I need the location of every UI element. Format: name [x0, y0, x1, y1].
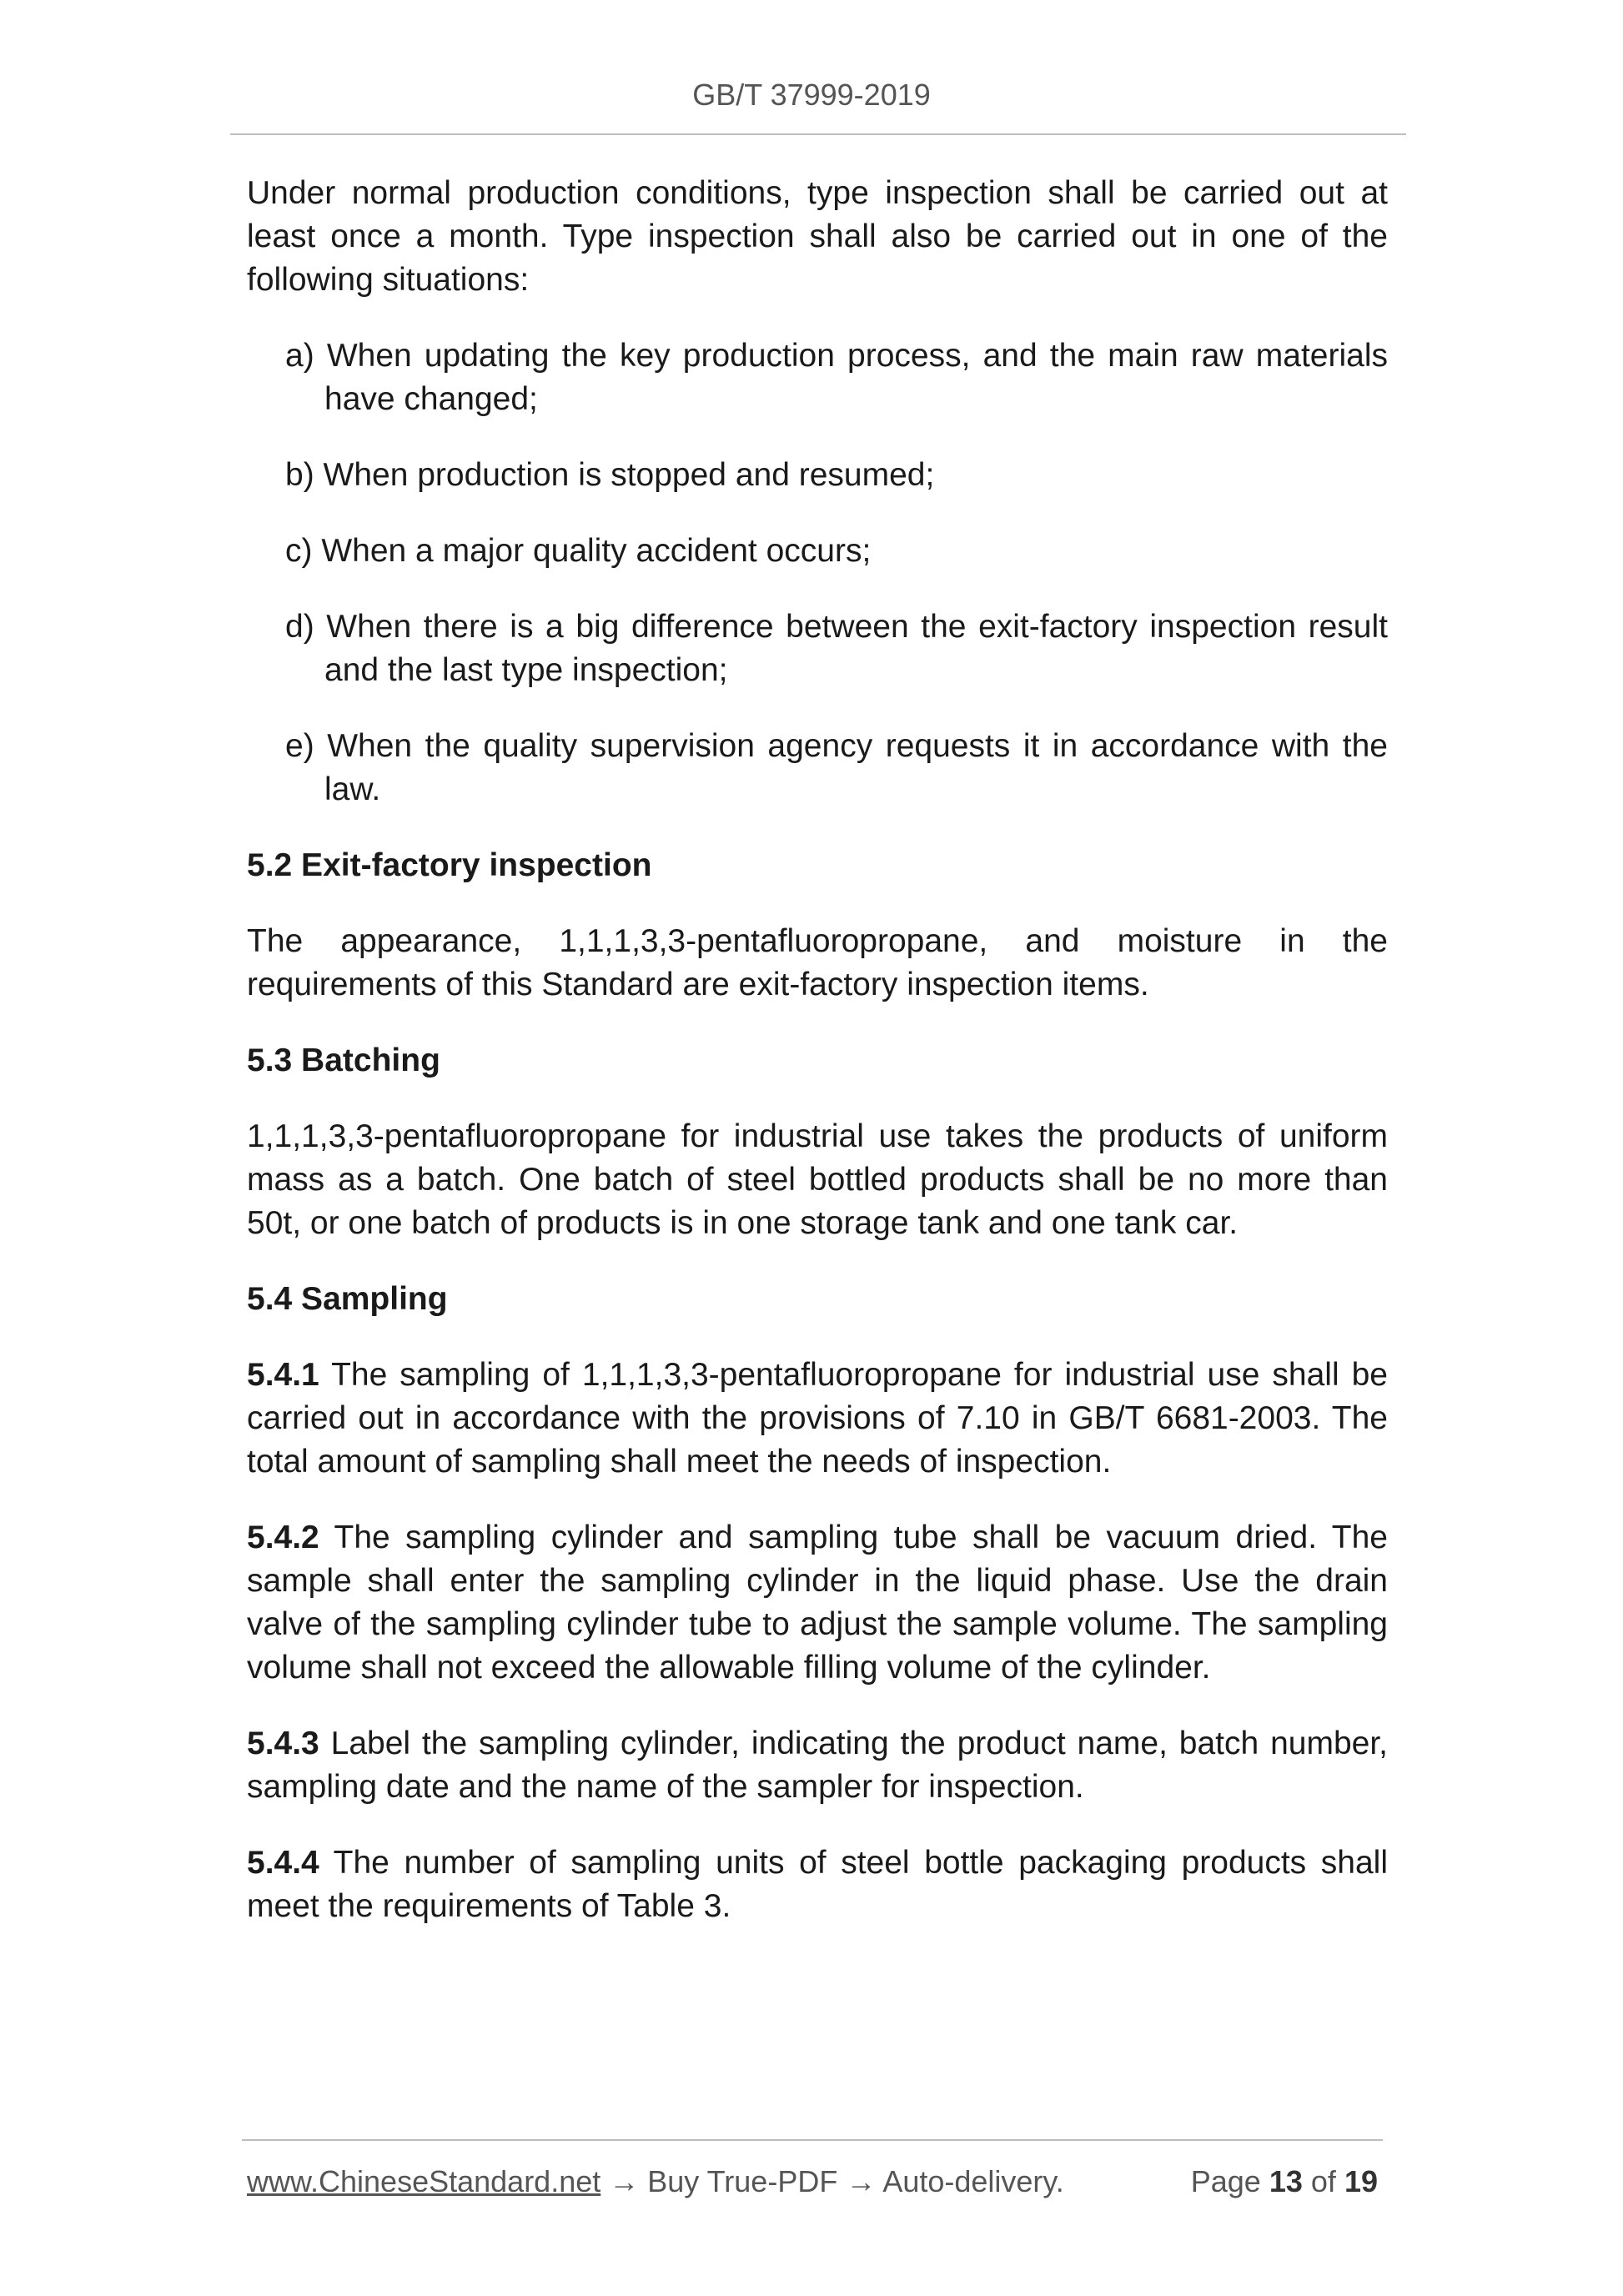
list-item-text: When a major quality accident occurs;: [321, 533, 872, 569]
list-item: [285, 530, 1388, 573]
clause-text: The number of sampling units of steel bottle packaging products shall meet the requirements of Table 3.: [247, 1845, 1388, 1924]
footer-divider: [242, 2139, 1383, 2141]
clause-5-4-1: [247, 1354, 1388, 1484]
document-id-header: GB/T 37999-2019: [692, 78, 931, 112]
list-item-text: When there is a big difference between the exit-factory inspection result and the last type inspection;: [324, 609, 1388, 688]
clause-text: Label the sampling cylinder, indicating the product name, batch number, sampling date and the name of the sampler for inspection.: [247, 1726, 1388, 1805]
page-indicator: [1191, 2162, 1378, 2202]
document-body: [247, 172, 1388, 1961]
clause-text: The sampling cylinder and sampling tube shall be vacuum dried. The sample shall enter the sampling cylinder in the liquid phase. Use the drain valve of the sampling cylinder tube to adjust the sample volume. The sampling volume shall not exceed the allowable filling volume of the cylinder.: [247, 1520, 1388, 1686]
page-word: Page: [1190, 2164, 1261, 2198]
clause-text: The sampling of 1,1,1,3,3-pentafluoropropane for industrial use shall be carried out in accordance with the provisions of 7.10 in GB/T 6681-2003. The total amount of sampling shall meet the needs of inspection.: [247, 1357, 1388, 1480]
list-item-text: When the quality supervision agency requests it in accordance with the law.: [324, 728, 1388, 807]
clause-number: 5.4.3: [247, 1726, 319, 1761]
page-current: 13: [1269, 2164, 1303, 2198]
intro-paragraph: Under normal production conditions, type inspection shall be carried out at least once a month. Type inspection shall also be carried out in one of the following situations:: [247, 175, 1388, 298]
clause-5-4-2: [247, 1516, 1388, 1690]
of-word: of: [1310, 2164, 1336, 2198]
list-item: [285, 454, 1388, 497]
section-heading-5-3: 5.3 Batching: [247, 1042, 440, 1078]
list-item: [285, 334, 1388, 421]
list-item-label: c): [285, 533, 313, 569]
section-heading-5-2: 5.2 Exit-factory inspection: [247, 847, 652, 883]
page-footer: [247, 2162, 1378, 2202]
list-item: [285, 605, 1388, 692]
list-item-text: When updating the key production process, and the main raw materials have changed;: [324, 338, 1388, 417]
list-item-label: b): [285, 457, 314, 493]
list-item-label: e): [285, 728, 314, 764]
website-link[interactable]: www.ChineseStandard.net: [247, 2164, 601, 2198]
footer-tagline: → Buy True-PDF → Auto-delivery.: [600, 2164, 1064, 2198]
page-total: 19: [1344, 2164, 1378, 2198]
clause-number: 5.4.1: [247, 1357, 319, 1393]
clause-5-4-4: [247, 1841, 1388, 1928]
list-item-label: d): [285, 609, 314, 645]
clause-5-4-3: [247, 1722, 1388, 1809]
section-heading-5-4: 5.4 Sampling: [247, 1281, 448, 1317]
header-divider: [230, 133, 1406, 135]
section-5-2-paragraph: The appearance, 1,1,1,3,3-pentafluoropropane, and moisture in the requirements of this Standard are exit-factory inspection items.: [247, 923, 1388, 1002]
clause-number: 5.4.2: [247, 1520, 319, 1555]
section-5-3-paragraph: 1,1,1,3,3-pentafluoropropane for industrial use takes the products of uniform mass as a batch. One batch of steel bottled products shall be no more than 50t, or one batch of products is in one storage tank and one tank car.: [247, 1118, 1388, 1241]
list-item-text: When production is stopped and resumed;: [323, 457, 935, 493]
footer-promo: [247, 2162, 1064, 2202]
list-item-label: a): [285, 338, 314, 374]
clause-number: 5.4.4: [247, 1845, 319, 1881]
list-item: [285, 725, 1388, 811]
